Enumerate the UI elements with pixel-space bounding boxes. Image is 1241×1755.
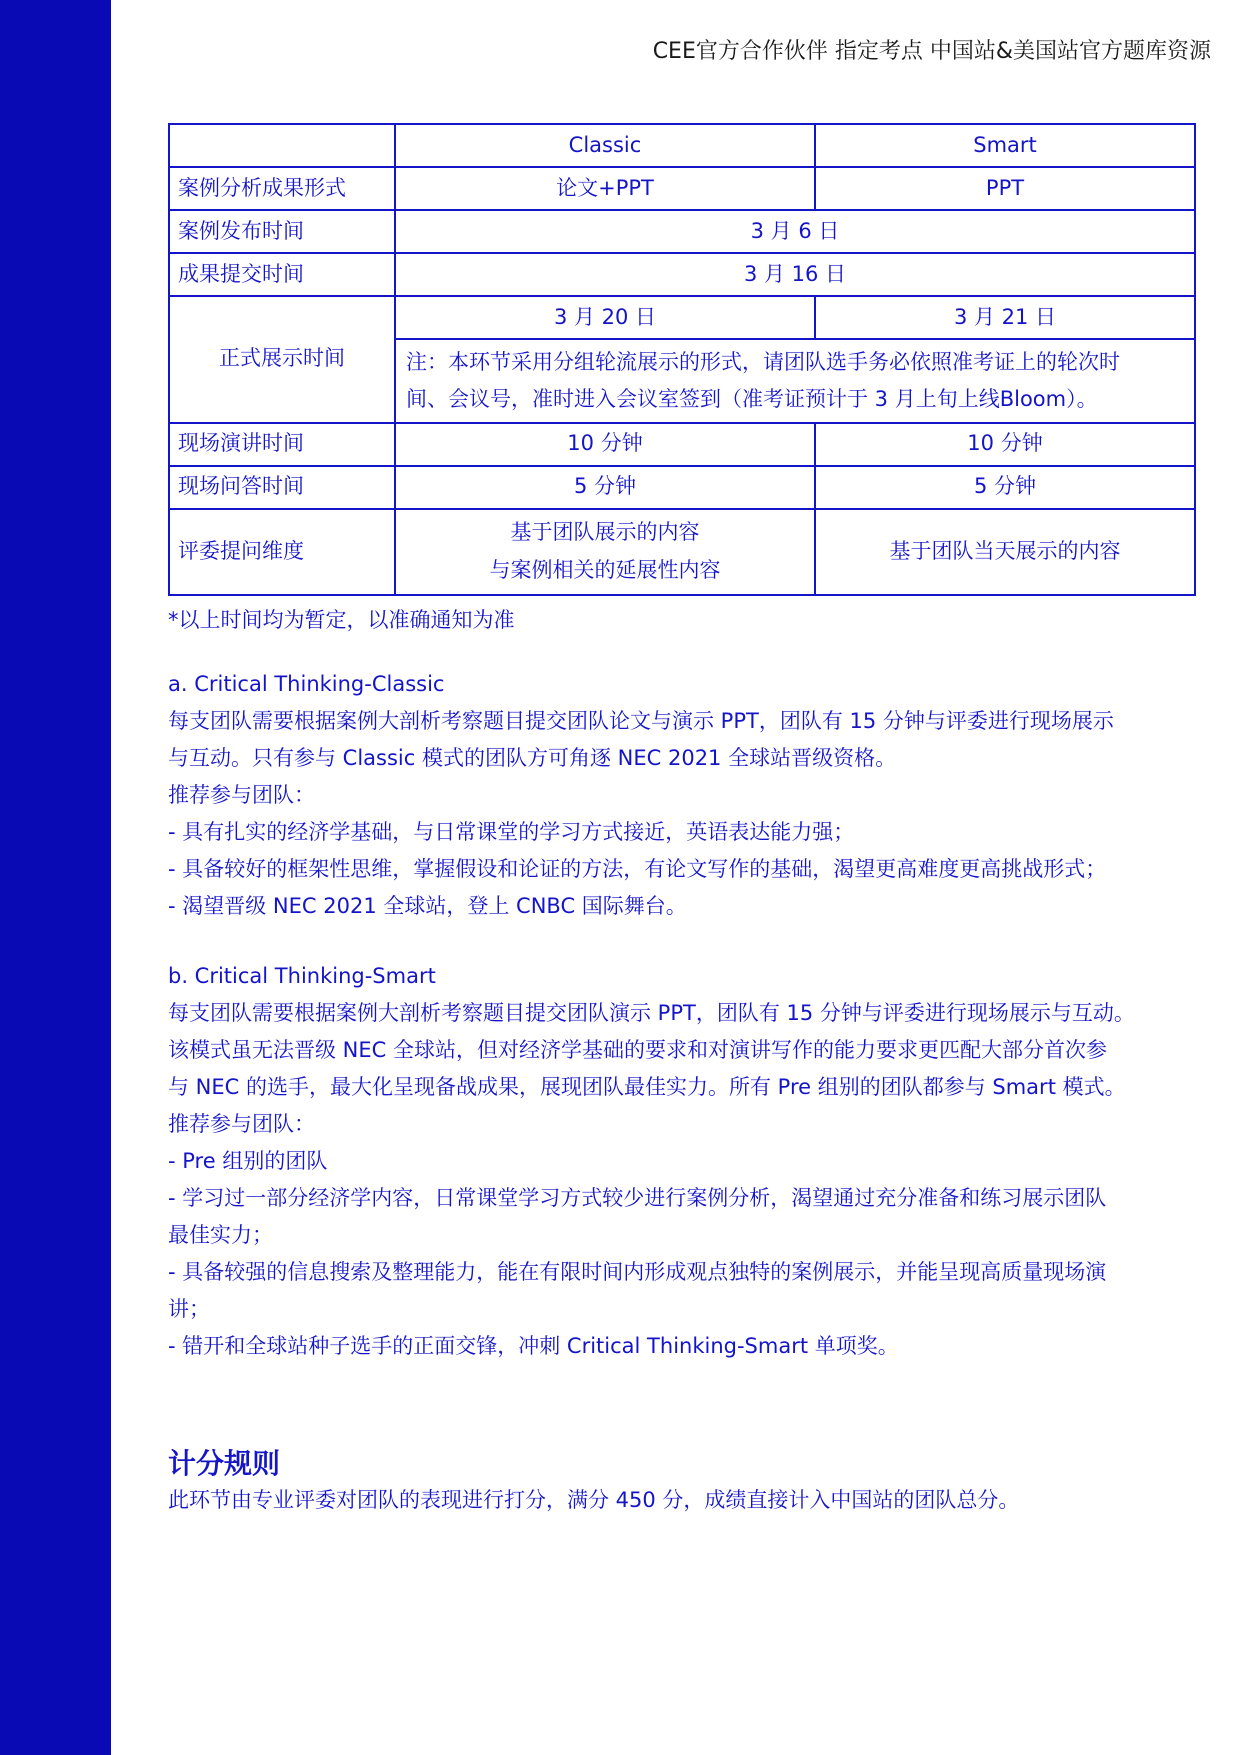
- table-row: [169, 423, 1195, 466]
- cell-smart: 3 月 21 日: [815, 296, 1195, 339]
- schedule-table: [168, 123, 1196, 596]
- side-bar: [0, 0, 111, 1755]
- list-item: - 错开和全球站种子选手的正面交锋，冲刺 Critical Thinking-Smart 单项奖。: [168, 1334, 899, 1358]
- col-smart: Smart: [815, 124, 1195, 167]
- section-classic: [168, 666, 1194, 925]
- paragraph-line: 与 NEC 的选手，最大化呈现备战成果，展现团队最佳实力。所有 Pre 组别的团队都参与 Smart 模式。: [168, 1075, 1126, 1099]
- row-label: 成果提交时间: [169, 253, 395, 296]
- list-item: - 渴望晋级 NEC 2021 全球站，登上 CNBC 国际舞台。: [168, 894, 687, 918]
- paragraph-line: 每支团队需要根据案例大剖析考察题目提交团队演示 PPT，团队有 15 分钟与评委进行现场展示与互动。: [168, 1001, 1135, 1025]
- cell-smart: PPT: [815, 167, 1195, 210]
- cell-classic: 5 分钟: [395, 466, 815, 509]
- cell-classic: [395, 509, 815, 595]
- table-row: [169, 253, 1195, 296]
- col-classic: Classic: [395, 124, 815, 167]
- section-smart: [168, 958, 1194, 1365]
- list-item: - 具备较强的信息搜索及整理能力，能在有限时间内形成观点独特的案例展示，并能呈现高质量现场演: [168, 1260, 1107, 1284]
- cell-merged: 3 月 16 日: [395, 253, 1195, 296]
- row-label: 现场问答时间: [169, 466, 395, 509]
- paragraph-line: 每支团队需要根据案例大剖析考察题目提交团队论文与演示 PPT，团队有 15 分钟与评委进行现场展示: [168, 709, 1114, 733]
- cell-classic: 论文+PPT: [395, 167, 815, 210]
- list-item: - 具备较好的框架性思维，掌握假设和论证的方法，有论文写作的基础，渴望更高难度更高挑战形式；: [168, 857, 1107, 881]
- list-item: 最佳实力；: [168, 1223, 273, 1247]
- page-header: CEE官方合作伙伴 指定考点 中国站&美国站官方题库资源: [652, 39, 1211, 64]
- list-item: - 学习过一部分经济学内容，日常课堂学习方式较少进行案例分析，渴望通过充分准备和练习展示团队: [168, 1186, 1107, 1210]
- section-title: b. Critical Thinking-Smart: [168, 964, 436, 988]
- cell-classic: 10 分钟: [395, 423, 815, 466]
- recommend-heading: 推荐参与团队：: [168, 783, 315, 807]
- cell-classic: 3 月 20 日: [395, 296, 815, 339]
- table-row: [169, 466, 1195, 509]
- row-label: 现场演讲时间: [169, 423, 395, 466]
- paragraph-line: 该模式虽无法晋级 NEC 全球站，但对经济学基础的要求和对演讲写作的能力要求更匹配大部分首次参: [168, 1038, 1107, 1062]
- note-line-2: 间、会议号，准时进入会议室签到（准考证预计于 3 月上旬上线Bloom）。: [406, 386, 1098, 411]
- list-item: - 具有扎实的经济学基础，与日常课堂的学习方式接近，英语表达能力强；: [168, 820, 855, 844]
- scoring-title: 计分规则: [168, 1447, 281, 1480]
- judge-classic-line-1: 基于团队展示的内容: [510, 519, 700, 544]
- cell-smart: 10 分钟: [815, 423, 1195, 466]
- note-line-1: 注：本环节采用分组轮流展示的形式，请团队选手务必依照准考证上的轮次时: [406, 350, 1120, 374]
- list-item: 讲；: [168, 1297, 210, 1321]
- list-item: - Pre 组别的团队: [168, 1149, 328, 1173]
- judge-classic-line-2: 与案例相关的延展性内容: [489, 557, 721, 582]
- cell-merged: 3 月 6 日: [395, 210, 1195, 253]
- row-label: 案例分析成果形式: [169, 167, 395, 210]
- table-row: [169, 167, 1195, 210]
- section-title: a. Critical Thinking-Classic: [168, 672, 445, 696]
- scoring-text: 此环节由专业评委对团队的表现进行打分，满分 450 分，成绩直接计入中国站的团队总分。: [168, 1488, 1020, 1512]
- paragraph-line: 与互动。只有参与 Classic 模式的团队方可角逐 NEC 2021 全球站晋级资格。: [168, 746, 897, 770]
- table-row: [169, 296, 1195, 339]
- table-row: [169, 509, 1195, 595]
- table-header-row: [169, 124, 1195, 167]
- footnote: *以上时间均为暂定，以准确通知为准: [168, 608, 515, 632]
- cell-note: [395, 339, 1195, 423]
- row-label: 案例发布时间: [169, 210, 395, 253]
- row-label: 正式展示时间: [169, 296, 395, 423]
- row-label: 评委提问维度: [169, 509, 395, 595]
- recommend-heading: 推荐参与团队：: [168, 1112, 315, 1136]
- table-corner-cell: [169, 124, 395, 167]
- cell-smart: 5 分钟: [815, 466, 1195, 509]
- cell-smart: 基于团队当天展示的内容: [815, 509, 1195, 595]
- table-row: [169, 210, 1195, 253]
